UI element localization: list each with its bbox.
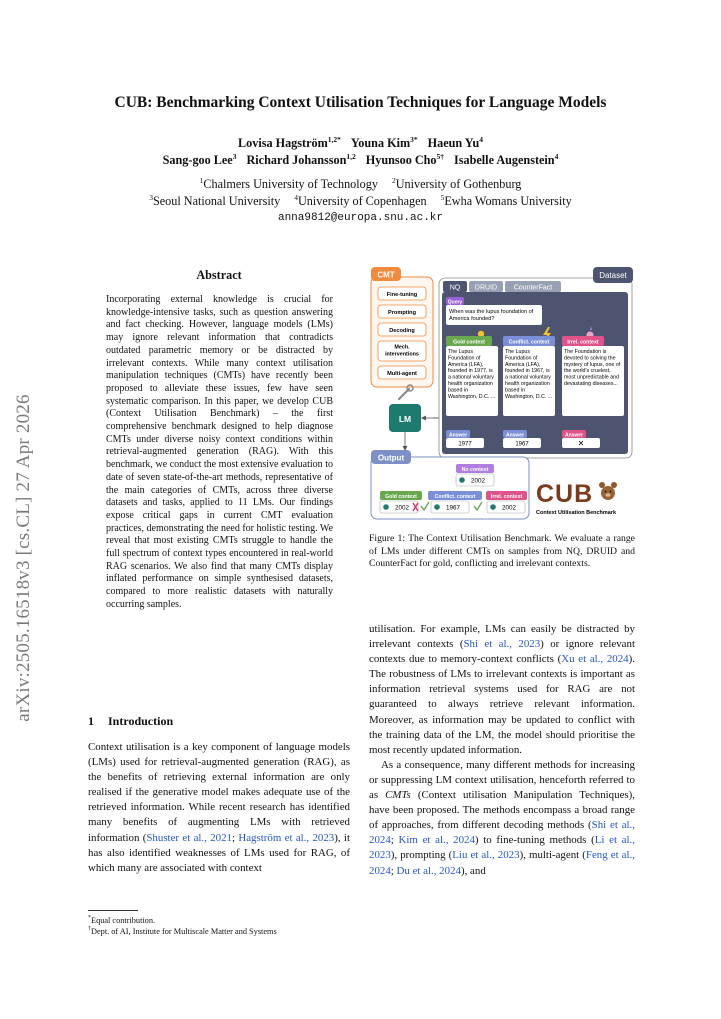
affiliation: $^2$University of Gothenburg [391, 176, 522, 192]
figure-1 [369, 264, 635, 524]
svg-text:CounterFact: CounterFact [513, 284, 553, 292]
robot-icon [434, 504, 440, 510]
affiliation: $^4$University of Copenhagen [294, 193, 427, 209]
dataset-tag-label: Dataset [599, 271, 627, 280]
svg-text:1977: 1977 [458, 441, 472, 448]
svg-text:NQ: NQ [449, 284, 461, 292]
svg-text:2002: 2002 [501, 504, 517, 512]
output-tag-label: Output [377, 453, 405, 463]
citation-link[interactable]: Xu et al., 2024 [561, 653, 629, 666]
svg-text:The Foundation isdevoted to so: The Foundation is devoted to solving the mystery of lupus, one of the world's cruelest, most unpredictable and devastating diseases... [564, 349, 621, 387]
citation-link[interactable]: Shi et al., 2024 [369, 819, 636, 847]
cmt-item-decoding [378, 323, 426, 336]
paper-title: CUB: Benchmarking Context Utilisation Techniques for Language Models [114, 94, 607, 111]
intro-right-column [369, 622, 635, 879]
author-name: Sang-goo Lee$^3$ [162, 152, 237, 168]
svg-text:Gold context: Gold context [385, 494, 417, 500]
svg-text:Prompting: Prompting [388, 310, 416, 316]
affiliations-line-1 [0, 176, 721, 192]
authors-line-2 [0, 152, 721, 168]
affiliation: $^3$Seoul National University [149, 193, 281, 209]
svg-text:Decoding: Decoding [389, 328, 415, 334]
bear-icon [599, 482, 617, 500]
affiliation: $^1$Chalmers University of Technology [199, 176, 378, 192]
robot-icon [459, 477, 465, 483]
svg-text:Answer: Answer [505, 432, 525, 439]
svg-text:Multi-agent: Multi-agent [387, 371, 417, 377]
section-heading: 1 Introduction [88, 714, 174, 728]
svg-text:Conflict. context: Conflict. context [508, 339, 550, 346]
abstract-heading: Abstract [196, 268, 242, 282]
tab-counterfact [505, 281, 561, 292]
citation-link[interactable]: Feng et al., 2024 [369, 849, 635, 877]
abstract-text: Incorporating external knowledge is crucial for knowledge-intensive tasks, such as question answering and fact checking. However, language models (LMs) may ignore relevant information that contradicts outdated parametric memory or be distracted by irrelevant contexts. While many context utilisation manipulation techniques (CMTs) have recently been proposed to alleviate these issues, few have seen systematic comparison. In this paper, we develop CUB (Context Utilisation Benchmark) – the first comprehensive benchmark designed to help diagnose CMTs under diverse noisy context conditions within retrieval-augmented generation (RAG). With this benchmark, we conduct the most extensive evaluation to date of seven state-of-the-art methods, representative of the main categories of CMTs, across three diverse datasets and tasks, applied to 11 LMs. Our findings expose critical gaps in current CMT evaluation practices, demonstrating the need for holistic testing. We reveal that most existing CMTs struggle to handle the full spectrum of context types encountered in real-world RAG scenarios. We also find that many CMTs display inflated performance on simple synthesised datasets, compared to more realistic datasets with naturally occurring samples. [106, 294, 334, 610]
author-name: Lovisa Hagström$^{1,2*}$ [238, 135, 341, 151]
author-name: Hyunsoo Cho$^{5\dagger}$ [365, 152, 445, 168]
arxiv-stamp: arXiv:2505.16518v3 [cs.CL] 27 Apr 2026 [13, 394, 34, 722]
citation-link[interactable]: Shi et al., 2023 [463, 638, 541, 651]
svg-text:DRUID: DRUID [474, 284, 498, 292]
author-name: Haeun Yu$^4$ [427, 135, 483, 151]
svg-text:✕: ✕ [577, 439, 585, 448]
output-gold-context [380, 491, 422, 513]
email: anna9812@europa.snu.ac.kr [277, 212, 444, 224]
citation-link[interactable]: Hagström et al., 2023 [238, 831, 335, 844]
svg-text:Answer: Answer [448, 432, 468, 439]
svg-text:2002: 2002 [470, 477, 486, 485]
cub-logo: CUB [536, 480, 594, 508]
tab-nq [443, 281, 467, 292]
svg-text:The LupusFoundation ofAmerica: The Lupus Foundation of America (LFA), founded in 1967, is a national voluntary health organization based in Washington, D.C. ... [505, 349, 553, 400]
cmt-item-fine-tuning [378, 287, 426, 300]
cub-logo-subtitle: Context Utilisation Benchmark [536, 510, 617, 516]
query-text: When was the lupus foundation of America founded? [449, 309, 534, 322]
footnote-2: †Dept. of AI, Institute for Multiscale Matter and Systems [88, 926, 277, 936]
svg-text:The LupusFoundation ofAmerica: The Lupus Foundation of America (LFA), founded in 1977, is a national voluntary health organization based in Washington, D.C. ... [448, 349, 496, 400]
cmt-item-prompting [378, 305, 426, 318]
svg-text:1967: 1967 [445, 504, 461, 512]
robot-icon [383, 504, 389, 510]
figure-caption: Figure 1: The Context Utilisation Benchmark. We evaluate a range of LMs under different CMTs on samples from NQ, DRUID and CounterFact for gold, conflicting and irrelevant contexts. [369, 533, 635, 570]
citation-link[interactable]: Li et al., 2023 [369, 834, 635, 862]
robot-icon [490, 504, 496, 510]
svg-text:Conflict. context: Conflict. context [434, 494, 476, 500]
output-no-context [456, 464, 494, 486]
citation-link[interactable]: Shuster et al., 2021 [146, 831, 232, 844]
author-name: Youna Kim$^{3*}$ [350, 135, 418, 151]
author-name: Isabelle Augenstein$^4$ [454, 152, 559, 168]
intro-right-paragraph-2: As a consequence, many different methods for increasing or suppressing LM context utilisation, henceforth referred to as CMTs (Context utilisation Manipulation Techniques), have been proposed. The methods encompass a broad range of approaches, from different decoding methods (Shi et al., 2024; Kim et al., 2024) to fine-tuning methods (Li et al., 2023), prompting (Liu et al., 2023), multi-agent (Feng et al., 2024; Du et al., 2024), and [369, 758, 636, 877]
authors-line-1 [0, 135, 721, 151]
footnote-rule [88, 910, 138, 911]
citation-link[interactable]: Liu et al., 2023 [452, 849, 520, 862]
citation-link[interactable]: Du et al., 2024 [396, 864, 461, 877]
cmt-item-mech-interventions [378, 341, 426, 361]
svg-text:Irrel. context: Irrel. context [567, 339, 599, 346]
citation-link[interactable]: Kim et al., 2024 [398, 834, 475, 847]
arrowhead-icon [421, 416, 426, 421]
cmt-item-multi-agent [378, 366, 426, 379]
query-box [446, 305, 542, 325]
svg-text:Fine-tuning: Fine-tuning [386, 292, 418, 298]
author-name: Richard Johansson$^{1,2}$ [246, 152, 356, 168]
query-tag-label: Query [447, 299, 463, 306]
footnote-1: *Equal contribution. [88, 915, 156, 925]
affiliations-line-2 [0, 193, 721, 209]
svg-text:1967: 1967 [515, 441, 529, 448]
italic-term: CMTs [385, 789, 411, 802]
svg-text:No context: No context [461, 467, 489, 473]
svg-text:Mech.interventions: Mech. interventions [385, 344, 419, 358]
svg-text:Gold context: Gold context [453, 339, 485, 346]
cmt-tag-label: CMT [377, 270, 395, 280]
svg-text:Irrel. context: Irrel. context [490, 494, 523, 500]
affiliation: $^5$Ewha Womans University [440, 193, 572, 209]
lm-label: LM [398, 414, 412, 424]
intro-right-paragraph-1: utilisation. For example, LMs can easily be distracted by irrelevant contexts (Shi et al., 2023) or ignore relevant contexts due to memory-context conflicts (Xu et al., 2024). The robustness of LMs to irrelevant contexts is important as information retrieval systems used for RAG are not guaranteed to always retrieve relevant information. Moreover, as information may be updated to conflict with the training data of the LM, the model should prioritise the most recently updated information. [369, 623, 635, 756]
svg-text:2002: 2002 [394, 504, 410, 512]
svg-text:Answer: Answer [564, 432, 584, 439]
tab-druid [469, 281, 503, 292]
intro-left-paragraph: Context utilisation is a key component of language models (LMs) used for retrieval-augmented generation (RAG), as the benefits of retrieving external information are only realised if the generative model makes adequate use of the retrieved information. While recent research has identified many benefits of augmenting LMs with retrieved information (Shuster et al., 2021; Hagström et al., 2023), it has also identified weaknesses of LMs used for RAG, of which many are associated with context [88, 741, 350, 874]
